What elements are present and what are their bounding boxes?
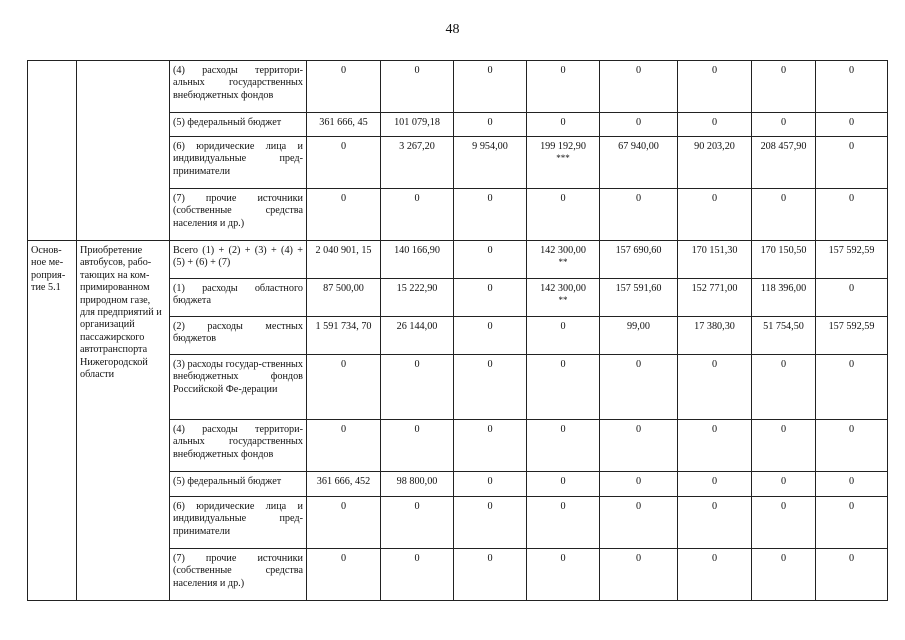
value-cell: 0 [600,355,678,420]
source-label: Всего (1) + (2) + (3) + (4) + (5) + (6) + (7) [170,241,307,279]
value-cell: 0 [752,355,816,420]
value-cell: 0 [454,317,527,355]
value-cell: 0 [678,61,752,113]
value-cell: 0 [527,113,600,137]
value-cell: 0 [678,497,752,549]
value-cell: 361 666, 452 [307,472,381,497]
value-cell: 0 [816,61,888,113]
value-cell: 0 [752,61,816,113]
value-cell: 0 [454,355,527,420]
value-cell: 199 192,90 *** [527,137,600,189]
source-label: (5) федеральный бюджет [170,113,307,137]
value-cell: 0 [816,355,888,420]
value-cell: 0 [600,420,678,472]
value-cell: 0 [454,279,527,317]
value-cell: 208 457,90 [752,137,816,189]
value-cell: 0 [381,497,454,549]
value-cell: 0 [678,420,752,472]
value-cell: 0 [454,61,527,113]
value-cell: 140 166,90 [381,241,454,279]
description-cell-empty [77,61,170,241]
source-label: (7) прочие источники (собственные средства населения и др.) [170,189,307,241]
value-cell: 1 591 734, 70 [307,317,381,355]
value-cell: 0 [816,137,888,189]
value-cell: 2 040 901, 15 [307,241,381,279]
value-cell: 0 [527,189,600,241]
value-cell: 0 [527,355,600,420]
value-cell: 67 940,00 [600,137,678,189]
value-cell: 170 151,30 [678,241,752,279]
value-cell: 0 [816,472,888,497]
source-label: (4) расходы территори-альных государственных внебюджетных фондов [170,420,307,472]
event-name: Основ-ное ме-роприя-тие 5.1 [28,241,77,601]
value-cell: 99,00 [600,317,678,355]
source-label: (6) юридические лица и индивидуальные пред-приниматели [170,137,307,189]
value-cell: 170 150,50 [752,241,816,279]
value-cell: 0 [527,61,600,113]
value-cell: 0 [600,61,678,113]
value-cell: 0 [527,549,600,601]
value-cell: 0 [752,549,816,601]
value-cell: 0 [816,113,888,137]
value-cell: 0 [816,279,888,317]
value-cell: 157 592,59 [816,317,888,355]
value-cell: 0 [600,472,678,497]
value-cell: 0 [381,189,454,241]
value-cell: 0 [816,420,888,472]
value-cell: 142 300,00 ** [527,279,600,317]
value-cell: 101 079,18 [381,113,454,137]
value-cell: 0 [454,549,527,601]
value-cell: 0 [752,189,816,241]
value-cell: 0 [527,472,600,497]
table-body [28,61,888,601]
value-cell: 51 754,50 [752,317,816,355]
value-cell: 152 771,00 [678,279,752,317]
value-cell: 0 [307,61,381,113]
value-cell: 361 666, 45 [307,113,381,137]
value-cell: 0 [307,497,381,549]
value-cell: 87 500,00 [307,279,381,317]
source-label: (3) расходы государ-ственных внебюджетных фондов Российской Фе-дерации [170,355,307,420]
value-cell: 0 [381,420,454,472]
source-label: (2) расходы местных бюджетов [170,317,307,355]
event-description: Приобретение автобусов, рабо-тающих на ком-примированном природном газе, для предприятий и организаций пассажирского автотранспорта Нижегородской области [77,241,170,601]
value-cell: 0 [816,549,888,601]
value-cell: 0 [381,549,454,601]
value-cell: 0 [816,189,888,241]
source-label: (6) юридические лица и индивидуальные пред-приниматели [170,497,307,549]
value-cell: 0 [454,241,527,279]
value-cell: 0 [752,497,816,549]
page-number: 48 [445,22,460,37]
value-cell: 0 [454,189,527,241]
value-cell: 0 [752,472,816,497]
value-cell: 157 592,59 [816,241,888,279]
value-cell: 142 300,00 ** [527,241,600,279]
value-cell: 17 380,30 [678,317,752,355]
value-cell: 0 [527,317,600,355]
value-cell: 0 [381,61,454,113]
value-cell: 9 954,00 [454,137,527,189]
value-cell: 0 [678,189,752,241]
value-cell: 90 203,20 [678,137,752,189]
table-row [28,241,888,279]
source-label: (4) расходы территори-альных государственных внебюджетных фондов [170,61,307,113]
value-cell: 0 [600,497,678,549]
value-cell: 0 [678,355,752,420]
value-cell: 15 222,90 [381,279,454,317]
value-cell: 0 [307,549,381,601]
value-cell: 157 690,60 [600,241,678,279]
value-cell: 0 [600,549,678,601]
value-cell: 0 [816,497,888,549]
source-label: (5) федеральный бюджет [170,472,307,497]
value-cell: 0 [600,189,678,241]
value-cell: 0 [527,497,600,549]
value-cell: 0 [454,472,527,497]
footnote-mark: ** [558,295,568,306]
source-label: (1) расходы областного бюджета [170,279,307,317]
value-cell: 0 [678,472,752,497]
value-cell: 0 [678,113,752,137]
table-row [28,61,888,113]
value-cell: 0 [752,420,816,472]
value-cell: 0 [752,113,816,137]
value-cell: 98 800,00 [381,472,454,497]
value-cell: 0 [307,137,381,189]
footnote-mark: *** [556,153,570,164]
value-cell: 0 [454,113,527,137]
value-cell: 0 [678,549,752,601]
value-cell: 0 [307,355,381,420]
value-cell: 0 [307,420,381,472]
event-cell-empty [28,61,77,241]
value-cell: 3 267,20 [381,137,454,189]
value-cell: 0 [381,355,454,420]
footnote-mark: ** [558,257,568,268]
value-cell: 26 144,00 [381,317,454,355]
value-cell: 118 396,00 [752,279,816,317]
budget-table [27,60,888,601]
value-cell: 0 [527,420,600,472]
value-cell: 0 [454,497,527,549]
source-label: (7) прочие источники (собственные средства населения и др.) [170,549,307,601]
value-cell: 0 [307,189,381,241]
value-cell: 157 591,60 [600,279,678,317]
value-cell: 0 [600,113,678,137]
value-cell: 0 [454,420,527,472]
